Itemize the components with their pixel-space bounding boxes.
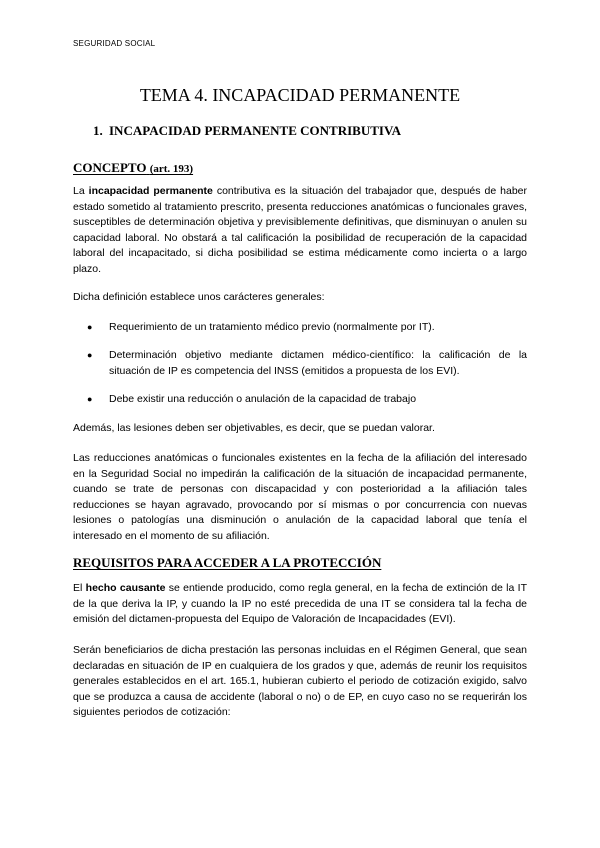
page-title: TEMA 4. INCAPACIDAD PERMANENTE xyxy=(139,85,461,105)
p1-bold-term: incapacidad permanente xyxy=(88,185,213,197)
concepto-paragraph-1 xyxy=(73,184,527,278)
bullet-dot-icon: ● xyxy=(87,322,93,332)
list-item xyxy=(87,348,527,379)
r1-bold-term: hecho causante xyxy=(85,582,166,594)
concepto-paragraph-3: Además, las lesiones deben ser objetivables, es decir, que se puedan valorar. xyxy=(73,422,435,434)
r1-post: se entiende producido, como regla general, en la fecha de extinción de la IT de la que deriva la IP, y cuando la IP no esté precedida de una IT se considera tal la fecha de emisión del dictamen-propuesta del Equipo de Valoración de Incapacidades (EVI). xyxy=(73,582,527,626)
list-item xyxy=(87,320,527,336)
section-subtitle xyxy=(93,123,401,139)
requisitos-paragraph-1 xyxy=(73,581,527,628)
running-header: SEGURIDAD SOCIAL xyxy=(73,39,156,48)
subtitle-number: 1. xyxy=(93,123,103,138)
concepto-paragraph-4: Las reducciones anatómicas o funcionales existentes en la fecha de la afiliación del interesado en la Seguridad Social no impedirán la calificación de la situación de incapacidad permanente, cuando se trate de personas con discapacidad y con posterioridad a la afiliación tales reducciones se hayan agravado, provocando por sí mismas o por concurrencia con nuevas lesiones o patologías una disminución o anulación de la capacidad laboral que tenía el interesado en el momento de su afiliación. xyxy=(73,452,527,542)
p1-post: contributiva es la situación del trabajador que, después de haber estado sometido al tratamiento prescrito, presenta reducciones anatómicas o funcionales graves, susceptibles de determinación objetiva y previsiblemente definitivas, que disminuyan o anulen su capacidad laboral. No obstará a tal calificación la posibilidad de recuperación de la capacidad laboral del incapacitado, si dicha posibilidad se estima médicamente como incierta o a largo plazo. xyxy=(73,185,528,275)
list-item-text: Requerimiento de un tratamiento médico previo (normalmente por IT). xyxy=(109,321,435,333)
list-item-text: Determinación objetivo mediante dictamen médico-científico: la calificación de la situación de IP es competencia del INSS (emitidos a propuesta de los EVI). xyxy=(109,349,527,377)
concepto-heading-text: CONCEPTO xyxy=(73,160,147,175)
list-item-text: Debe existir una reducción o anulación de la capacidad de trabajo xyxy=(109,393,417,405)
concepto-heading xyxy=(73,160,193,176)
bullet-dot-icon: ● xyxy=(87,350,93,360)
p1-pre: La xyxy=(73,185,89,197)
bullet-dot-icon: ● xyxy=(87,394,93,404)
subtitle-text: INCAPACIDAD PERMANENTE CONTRIBUTIVA xyxy=(109,123,402,138)
requisitos-heading: REQUISITOS PARA ACCEDER A LA PROTECCIÓN xyxy=(73,555,382,570)
r1-pre: El xyxy=(73,582,86,594)
list-item xyxy=(87,392,527,408)
concepto-paragraph-2: Dicha definición establece unos carácteres generales: xyxy=(73,291,325,303)
concepto-article: (art. 193) xyxy=(149,163,194,175)
requisitos-paragraph-2: Serán beneficiarios de dicha prestación las personas incluidas en el Régimen General, que sean declaradas en situación de IP en cualquiera de los grados y que, además de reunir los requisitos generales establecidos en el art. 165.1, hubieran cubierto el periodo de cotización exigido, salvo que se produzca a causa de accidente (laboral o no) o de EP, en cuyo caso no se requerirán los siguientes periodos de cotización: xyxy=(73,644,527,719)
